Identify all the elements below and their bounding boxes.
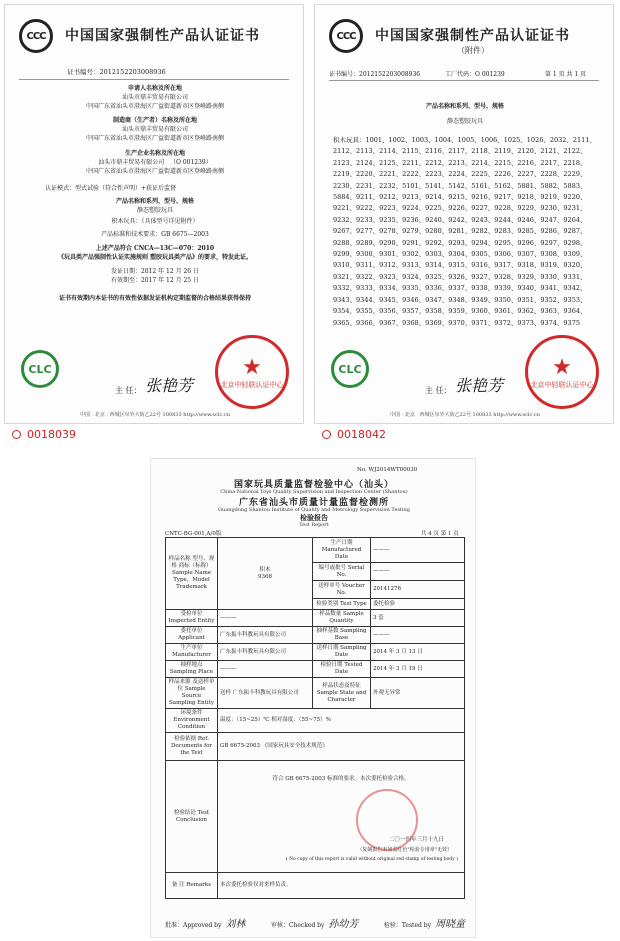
product-name: 静态塑胶玩具 [136,207,173,214]
environment-value: 温度：（15~25）℃ 相对湿度：（55~75）% [218,709,465,733]
report-title-1-en: China National Toys Quality Supervision and Inspection Center (Shantou) [220,489,408,495]
certificate-title: 中国国家强制性产品认证证书 [375,28,570,44]
report-number: No. WJ2014WT00030 [357,467,418,473]
report-title-1: 国家玩具质量监督检验中心（汕头） [233,480,394,490]
certificate-number: 证书编号：2012152203008936 [329,71,421,78]
voucher-label: 送样单号 Voucher No. [313,581,371,599]
form-number: CNTC-BG-001,A/0版 [165,531,222,537]
source-label: 样品来源 及送样单位 Sample Source Sampling Entity [166,678,218,709]
page-indicator: 第 1 页 共 1 页 [545,71,587,78]
signature-row [165,915,465,930]
annex-subtitle: （附件） [457,46,489,55]
certificate-main [4,4,304,424]
approved-by: 批准：Approved by 刘林 [165,919,246,930]
tested-by: 检验：Tested by 周晓童 [383,919,465,930]
rule-statement-2: 《玩具类产品强制性认证实施规则 塑胶玩具类产品》的要求，特发此证。 [57,254,253,261]
environment-label: 环境条件 Environment Condition [166,709,218,733]
director-label: 主 任： [115,386,142,395]
certificate-number: 证书编号：2012152203008936 [67,68,166,76]
circle-icon [322,430,331,439]
certificate-footer: 中国 · 北京 · 西城区阜外大街乙22号 100833 http://www.sclc.cn [80,412,230,418]
serial-value: ——— [371,563,465,581]
sample-name-value: 积木 9368 [218,538,313,610]
applicant-value: 广东振丰科教玩具有限公司 [218,627,313,644]
reference-value: GB 6675-2003 《国家玩具安全技术规范》 [218,733,465,761]
manufacturer-name: 汕头市鼎丰贸易有限公司 [121,126,188,133]
serial-number-2: 0018042 [322,428,386,441]
base-label: 抽样基数 Sampling Base [313,627,371,644]
voucher-value: 20141276 [371,581,465,599]
checked-signature: 孙幼芳 [328,919,359,930]
manufacturer-value: 广东振丰科教玩具有限公司 [218,644,313,661]
certificate-footer: 中国 · 北京 · 西城区阜外大街乙22号 100833 http://www.sclc.cn [390,412,540,418]
manufacturer-address: 中国广东省汕头市澄海区广益街道新市区登峰路南侧 [85,135,224,142]
report-title-3: 检验报告 [300,513,328,522]
remarks-value: 本次委托检验仅对来样负责。 [218,873,465,899]
report-title-2: 广东省汕头市质量计量监督检测所 [238,498,389,508]
test-report [150,458,476,938]
model-list: 积木玩具：1001、1002、1003、1004、1005、1006、1025、1026、2032、2111、2112、2113、2114、2115、2116、2117、2118、2119、2120、2121、2122、2123、2124、2125、2211、2212、2213、2214、2215、2216、2217、2218、2219、2220、2221、2222、2223、2224、2225、2226、2227、2228、2229、2230、2231、2232、5101、5141、5142、5161、5162、5881、5882、5883、5884、9211、9212、9213、9214、9215、9216、9217、9218、9219、9220、9221、9222、9223、9224、9225、9226、9227、9228、9229、9230、9231、9232、9233、9235、9236、9240、9242、9243、9244、9246、9247、9264、9267、9277、9278、9279、9280、9281、9282、9283、9285、9286、9287、9288、9289、9290、9291、9292、9293、9294、9295、9296、9297、9298、9299、9300、9301、9302、9303、9304、9305、9306、9307、9308、9309、9310、9311、9312、9313、9314、9315、9316、9317、9318、9319、9320、9321、9322、9323、9324、9325、9326、9327、9328、9329、9330、9331、9332、9333、9334、9335、9336、9337、9338、9339、9340、9341、9342、9343、9344、9345、9346、9347、9348、9349、9350、9351、9352、9353、9354、9355、9356、9357、9358、9359、9360、9361、9362、9363、9364、9365、9366、9367、9368、9369、9370、9371、9372、9373、9374、9375 [333,136,596,327]
divider [19,79,289,80]
product-name: 静态塑胶玩具 [446,118,483,125]
star-icon: ★ [242,354,262,380]
factory-label: 生产企业名称及所在地 [124,150,185,157]
state-label: 样品状态及特征 Sample State and Character [313,678,371,709]
report-title-3-en: Test Report [299,522,329,528]
sampling-date-value: 2014 年 3 月 13 日 [371,644,465,661]
report-title-2-en: Guangdong Shantou Institute of Quality and Metrology Supervision Testing [218,507,410,513]
applicant-name: 汕头市鼎丰贸易有限公司 [121,94,188,101]
circle-icon [12,430,21,439]
divider [329,80,599,81]
director-label: 主 任： [425,386,452,395]
validity-notice: 证书有效期内本证书的有效性依据发证机构定期监督的合格结果获得保持 [58,295,251,302]
factory-code: 工厂代码：O 001239 [445,71,505,78]
tested-date-value: 2014 年 3 月 19 日 [371,661,465,678]
factory-code: （O 001239） [170,159,212,166]
manufacturer-label: 制造商（生产者）名称及所在地 [112,117,197,124]
mfd-date-label: 生产日期 Manufactured Date [313,538,371,563]
place-value: ——— [218,661,313,678]
valid-date: 有效期至：2017 年 12 月 25 日 [110,277,200,284]
conclusion-label: 检验结论 Test Conclusion [166,761,218,873]
tested-signature: 周晓童 [434,919,465,930]
red-seal: ★ 北京中轻联认证中心 [525,335,599,409]
remarks-label: 备 注 Remarks [166,873,218,899]
report-issue-note: （复制报告未加盖红色"检验专用章"无效） [357,847,452,853]
applicant-label: 申请人名称及所在地 [127,85,182,92]
issue-date: 发证日期：2012 年 12 月 26 日 [110,268,200,275]
test-type-label: 检验类别 Test Type [313,599,371,610]
quantity-label: 样品数量 Sample Quantity [313,610,371,627]
approved-signature: 刘林 [225,919,246,930]
serial-label: 编号或批号 Serial No. [313,563,371,581]
clc-logo: CLC [21,350,59,388]
sampling-date-label: 送样日期 Sampling Date [313,644,371,661]
quantity-value: 3 套 [371,610,465,627]
certification-mode: 认证模式：型式试验（符合性声明）+获证后监督 [45,185,177,192]
place-label: 抽样地点 Sampling Place [166,661,218,678]
director-signature: 张艳芳 [145,376,194,395]
reference-label: 检验依据 Ref. Documents for the Test [166,733,218,761]
report-issue-note-en: ( No copy of this report is valid without original red stamp of testing body ) [285,857,458,862]
tested-date-label: 检验日期 Tested Date [313,661,371,678]
test-type-value: 委托检验 [371,599,465,610]
serial-number-1: 0018039 [12,428,76,441]
red-seal: ★ 北京中轻联认证中心 [215,335,289,409]
clc-logo: CLC [331,350,369,388]
inspected-label: 受检单位 Inspected Entity [166,610,218,627]
inspected-value: ——— [218,610,313,627]
applicant-address: 中国广东省汕头市澄海区广益街道新市区登峰路南侧 [85,103,224,110]
ccc-logo: CCC [329,19,363,53]
mfd-date-value: ——— [371,538,465,563]
manufacturer-label: 生产单位 Manufacturer [166,644,218,661]
rule-statement: 上述产品符合 CNCA—13C—070：2010 [95,245,215,252]
base-value: ——— [371,627,465,644]
factory-address: 中国广东省汕头市澄海区广益街道新市区登峰路南侧 [85,168,224,175]
product-standard: 产品标准和技术要求：GB 6675—2003 [101,231,209,238]
test-stamp [356,789,418,851]
factory-name: 汕头市鼎丰贸易有限公司 （O 001239） [98,159,212,166]
product-detail: 积木玩具：（具体型号详见附件） [111,218,199,225]
report-issue-date: 二〇一四年三月十九日 [388,837,444,843]
product-label: 产品名称和系列、型号、规格 [115,198,194,205]
applicant-label: 委托单位 Applicant [166,627,218,644]
sample-name-label: 样品名称 型号、规格 商标（标称） Sample Name Type，Model Trademark [166,538,218,610]
checked-by: 审核：Checked by 孙幼芳 [270,919,359,930]
conclusion-value: 符合 GB 6675-2003 标准的要求。本次委托检验合格。 [272,776,410,782]
director-signature: 张艳芳 [455,376,504,395]
source-value: 送样 广东振丰科教玩具有限公司 [218,678,313,709]
product-label: 产品名称和系列、型号、规格 [425,103,504,110]
ccc-logo: CCC [19,19,53,53]
certificate-annex [314,4,614,424]
certificate-title: 中国国家强制性产品认证证书 [65,28,260,44]
state-value: 外观无异常 [371,678,465,709]
star-icon: ★ [552,354,572,380]
conclusion-cell [218,761,465,873]
page-indicator: 共 4 页 第 1 页 [421,531,459,537]
report-table [165,537,465,899]
